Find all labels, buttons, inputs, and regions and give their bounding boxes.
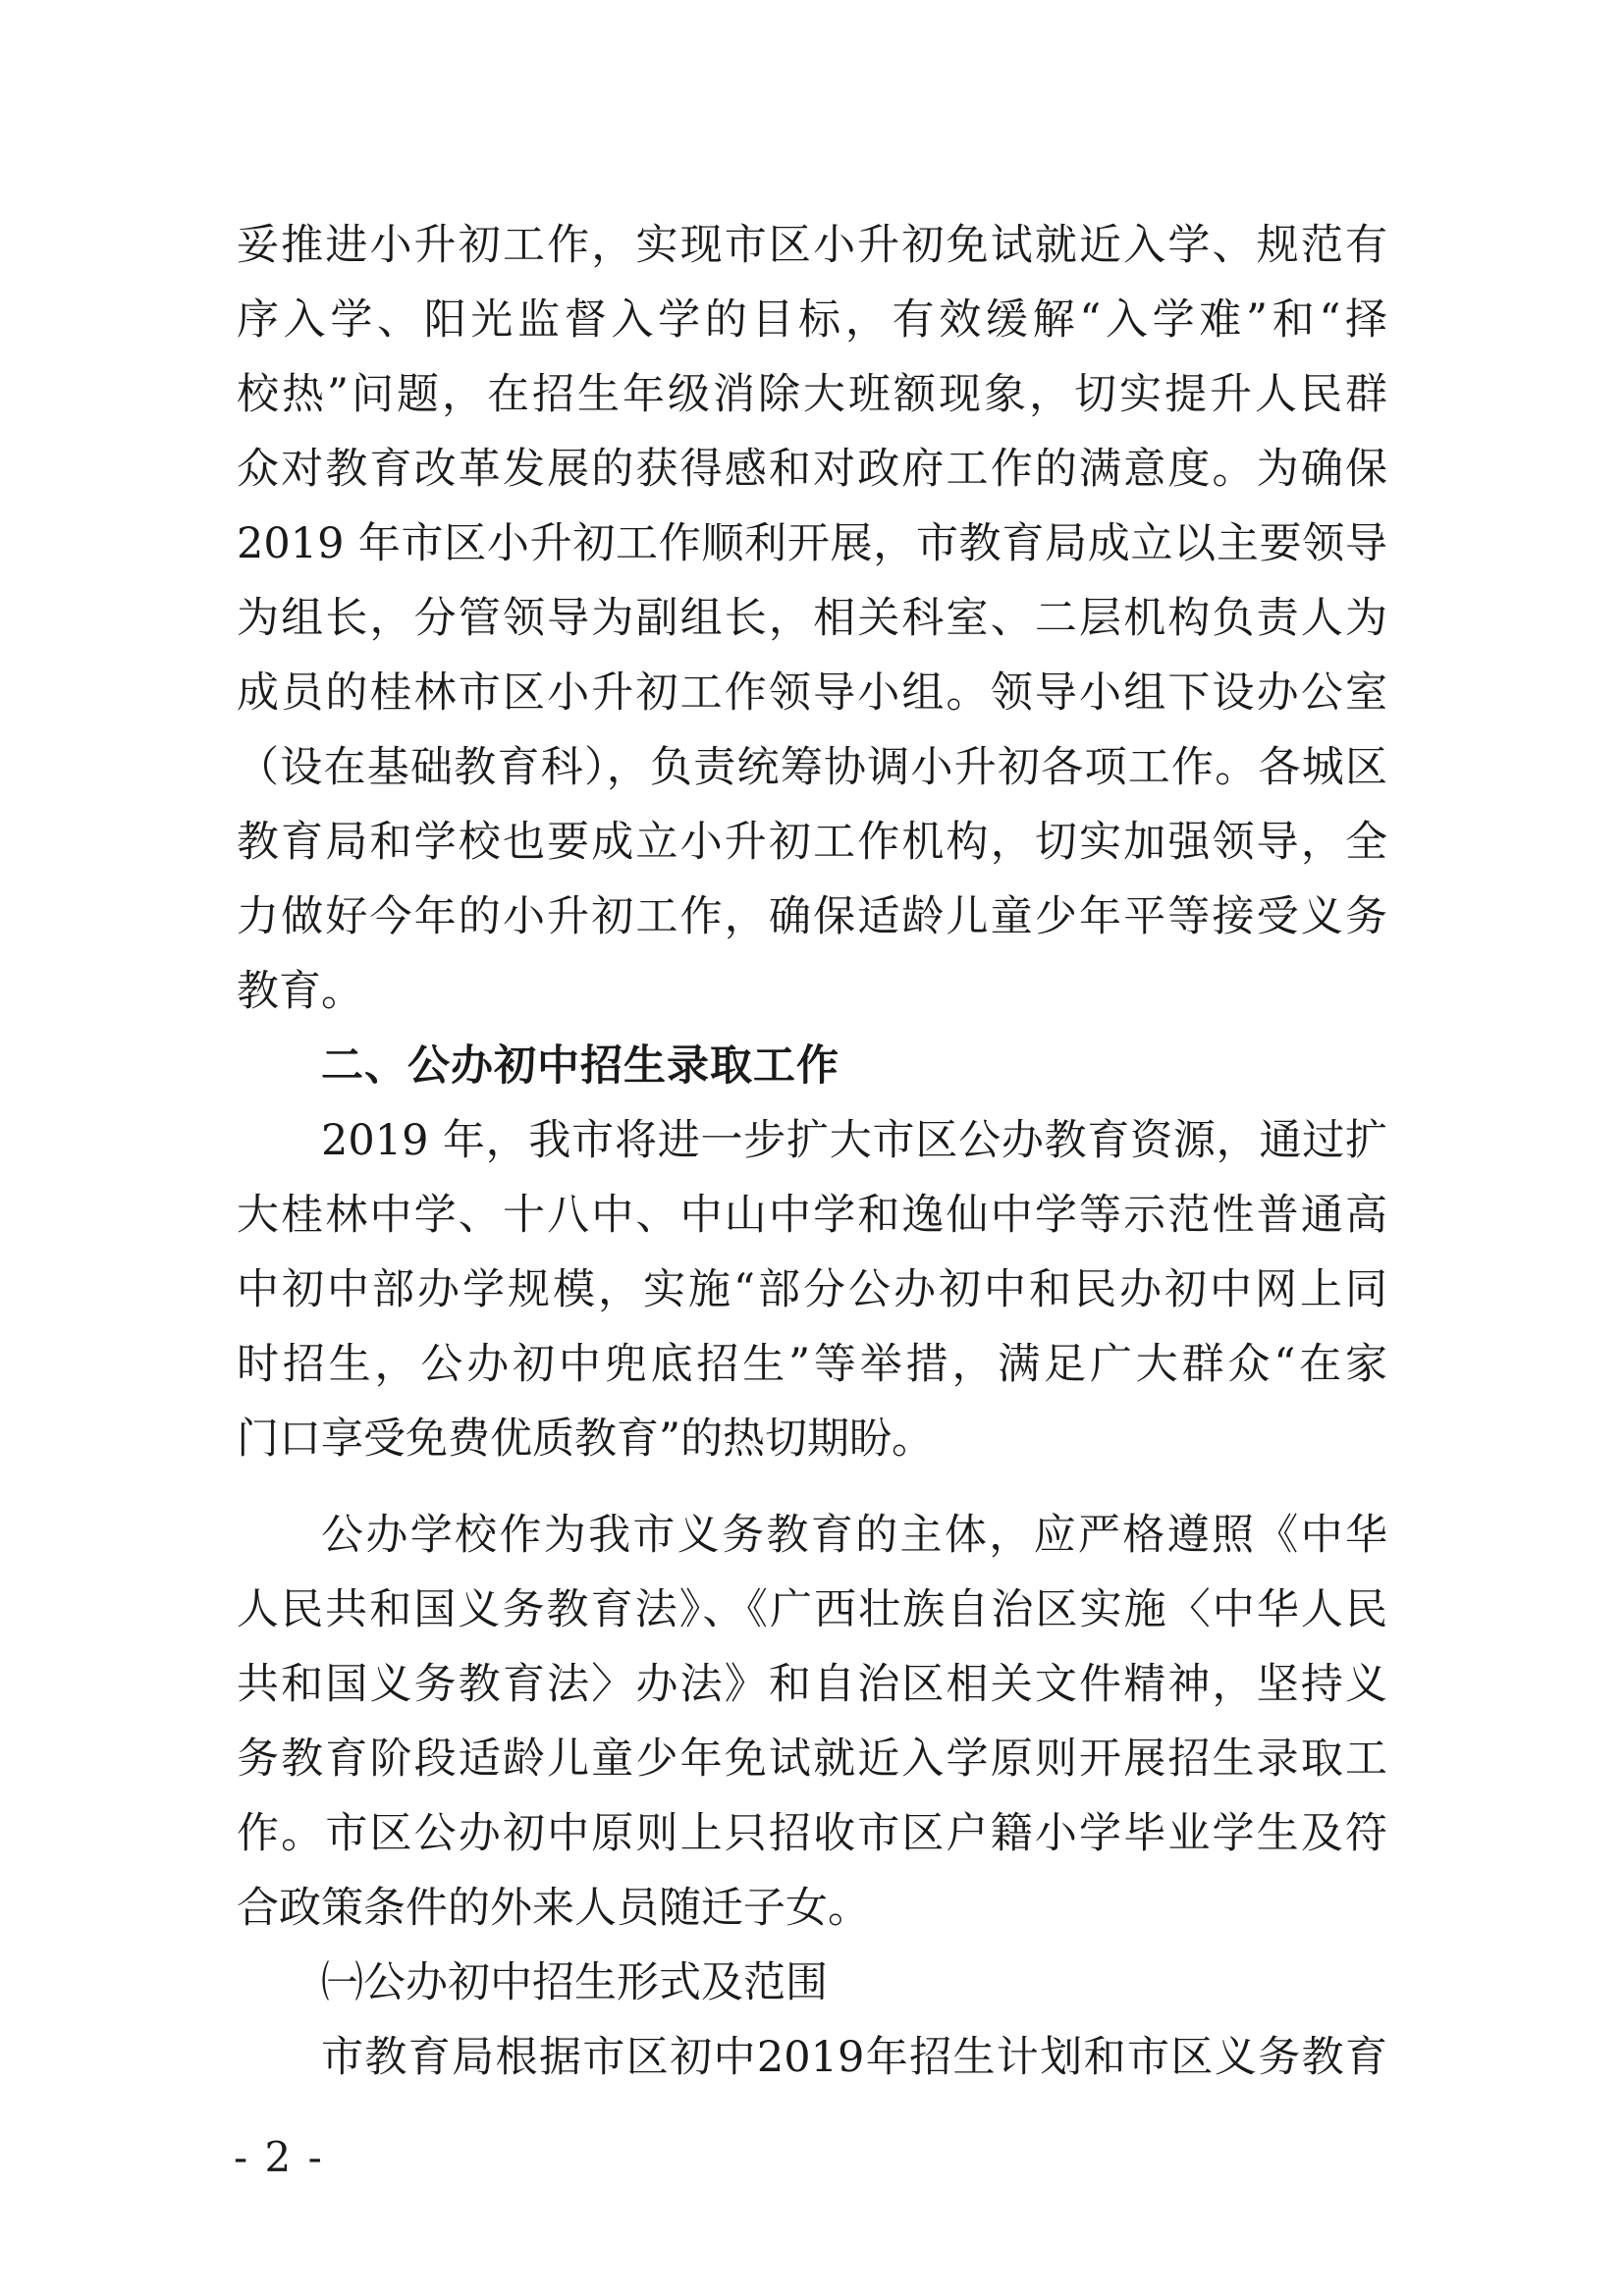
paragraph-public-resources	[237, 1103, 1387, 1476]
text-line: 力做好今年的小升初工作，确保适龄儿童少年平等接受义务	[237, 892, 1387, 941]
text-line: 校热”问题，在招生年级消除大班额现象，切实提升人民群	[237, 370, 1387, 419]
text-line: 门口享受免费优质教育”的热切期盼。	[237, 1415, 934, 1464]
text-line: 合政策条件的外来人员随迁子女。	[237, 1884, 870, 1933]
text-line: 妥推进小升初工作，实现市区小升初免试就近入学、规范有	[237, 221, 1387, 270]
page-number: - 2 -	[234, 2133, 324, 2181]
text-line: 大桂林中学、十八中、中山中学和逸仙中学等示范性普通高	[237, 1191, 1387, 1240]
text-line: 共和国义务教育法〉办法》和自治区相关文件精神，坚持义	[237, 1660, 1387, 1709]
text-line: 中初中部办学规模，实施“部分公办初中和民办初中网上同	[237, 1265, 1387, 1314]
text-line: 众对教育改革发展的获得感和对政府工作的满意度。为确保	[237, 445, 1387, 494]
text-line: （设在基础教育科），负责统筹协调小升初各项工作。各城区	[237, 743, 1387, 792]
text-line: 教育局和学校也要成立小升初工作机构，切实加强领导，全	[237, 818, 1387, 867]
text-line: 教育。	[237, 967, 363, 1016]
text-line: 时招生，公办初中兜底招生”等举措，满足广大群众“在家	[237, 1340, 1387, 1389]
text-line: 2019 年，我市将进一步扩大市区公办教育资源，通过扩	[321, 1116, 1387, 1165]
text-line: 市教育局根据市区初中2019年招生计划和市区义务教育	[321, 2033, 1387, 2082]
paragraph-continuation	[237, 208, 1387, 1029]
text-line: 2019 年市区小升初工作顺利开展，市教育局成立以主要领导	[237, 519, 1387, 568]
paragraph-public-schools	[237, 1498, 1387, 1946]
paragraph-gap	[237, 1476, 1387, 1498]
subsection-heading: ㈠公办初中招生形式及范围	[321, 1958, 828, 2007]
text-line: 公办学校作为我市义务教育的主体，应严格遵照《中华	[321, 1511, 1387, 1560]
text-line: 务教育阶段适龄儿童少年免试就近入学原则开展招生录取工	[237, 1735, 1387, 1784]
text-line: 为组长，分管领导为副组长，相关科室、二层机构负责人为	[237, 594, 1387, 643]
document-body	[237, 208, 1387, 2095]
text-line: 作。市区公办初中原则上只招收市区户籍小学毕业学生及符	[237, 1809, 1387, 1858]
paragraph-enrollment-plan	[237, 2020, 1387, 2095]
text-line: 成员的桂林市区小升初工作领导小组。领导小组下设办公室	[237, 668, 1387, 718]
section-heading: 二、公办初中招生录取工作	[321, 1041, 839, 1091]
text-line: 人民共和国义务教育法》、《广西壮族自治区实施〈中华人民	[237, 1585, 1387, 1634]
text-line: 序入学、阳光监督入学的目标，有效缓解“入学难”和“择	[237, 295, 1387, 345]
